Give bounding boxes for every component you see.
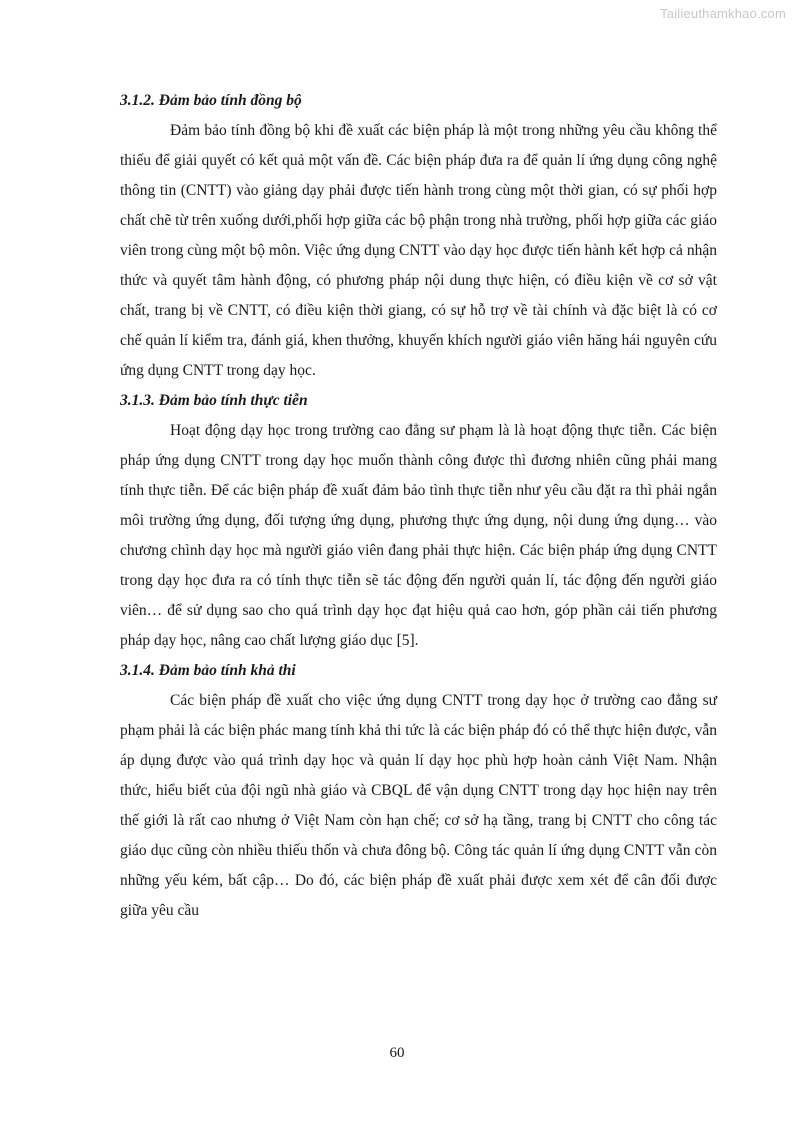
section-heading-3-1-2: 3.1.2. Đảm bảo tính đồng bộ [120,92,302,109]
section-heading-3-1-3: 3.1.3. Đảm bảo tính thực tiễn [120,392,308,409]
section-paragraph-3-1-3: Hoạt động dạy học trong trường cao đẳng sư phạm là là hoạt động thực tiễn. Các biện pháp ứng dụng CNTT trong dạy học muốn thành công được thì đương nhiên cũng phải mang tính thực tiễn. Để các biện pháp đề xuất đảm bảo tình thực tiễn như yêu cầu đặt ra thì phải ngắn môi trường ứng dụng, đối tượng ứng dụng, phương thực ứng dụng, nội dung ứng dụng… vào chương chình dạy học mà người giáo viên đang phải thực hiện. Các biện pháp ứng dụng CNTT trong dạy học đưa ra có tính thực tiễn sẽ tác động đến người quản lí, tác động đến người giáo viên… để sử dụng sao cho quá trình dạy học đạt hiệu quả cao hơn, góp phần cải tiến phương pháp dạy học, nâng cao chất lượng giáo dục [5]. [120,422,717,649]
watermark: Tailieuthamkhao.com [660,6,786,21]
page-number: 60 [389,1045,405,1061]
section-heading-3-1-4: 3.1.4. Đảm bảo tính khả thi [120,662,296,679]
document-body [120,86,717,926]
section-paragraph-3-1-2: Đảm bảo tính đồng bộ khi đề xuất các biện pháp là một trong những yêu cầu không thể thiếu để giải quyết có kết quả một vấn đề. Các biện pháp đưa ra để quản lí ứng dụng công nghệ thông tin (CNTT) vào giảng dạy phải được tiến hành trong cùng một thời gian, có sự phối hợp chất chẽ từ trên xuống dưới,phối hợp giữa các bộ phận trong nhà trường, phối hợp giữa các giáo viên trong cùng một bộ môn. Việc ứng dụng CNTT vào dạy học được tiến hành kết hợp cả nhận thức và quyết tâm hành động, có phương pháp nội dung thực hiện, có điều kiện về cơ sở vật chất, trang bị về CNTT, có điều kiện thời giang, có sự hỗ trợ về tài chính và đặc biệt là có cơ chế quản lí kiểm tra, đánh giá, khen thưởng, khuyến khích người giáo viên hăng hái nguyên cứu ứng dụng CNTT trong dạy học. [120,122,717,379]
section-paragraph-3-1-4: Các biện pháp đề xuất cho việc ứng dụng CNTT trong dạy học ở trường cao đẳng sư phạm phải là các biện phác mang tính khả thi tức là các biện pháp đó có thể thực hiện được, vẫn áp dụng được vào quá trình dạy học và quản lí dạy học phù hợp hoàn cảnh Việt Nam. Nhận thức, hiểu biết của đội ngũ nhà giáo và CBQL để vận dụng CNTT trong dạy học hiện nay trên thế giới là rất cao nhưng ở Việt Nam còn hạn chế; cơ sở hạ tầng, trang bị CNTT cho công tác giáo dục cũng còn nhiều thiếu thốn và chưa đông bộ. Công tác quản lí ứng dụng CNTT vẫn còn những yếu kém, bất cập… Do đó, các biện pháp đề xuất phải được xem xét để cân đối được giữa yêu cầu [120,692,717,919]
